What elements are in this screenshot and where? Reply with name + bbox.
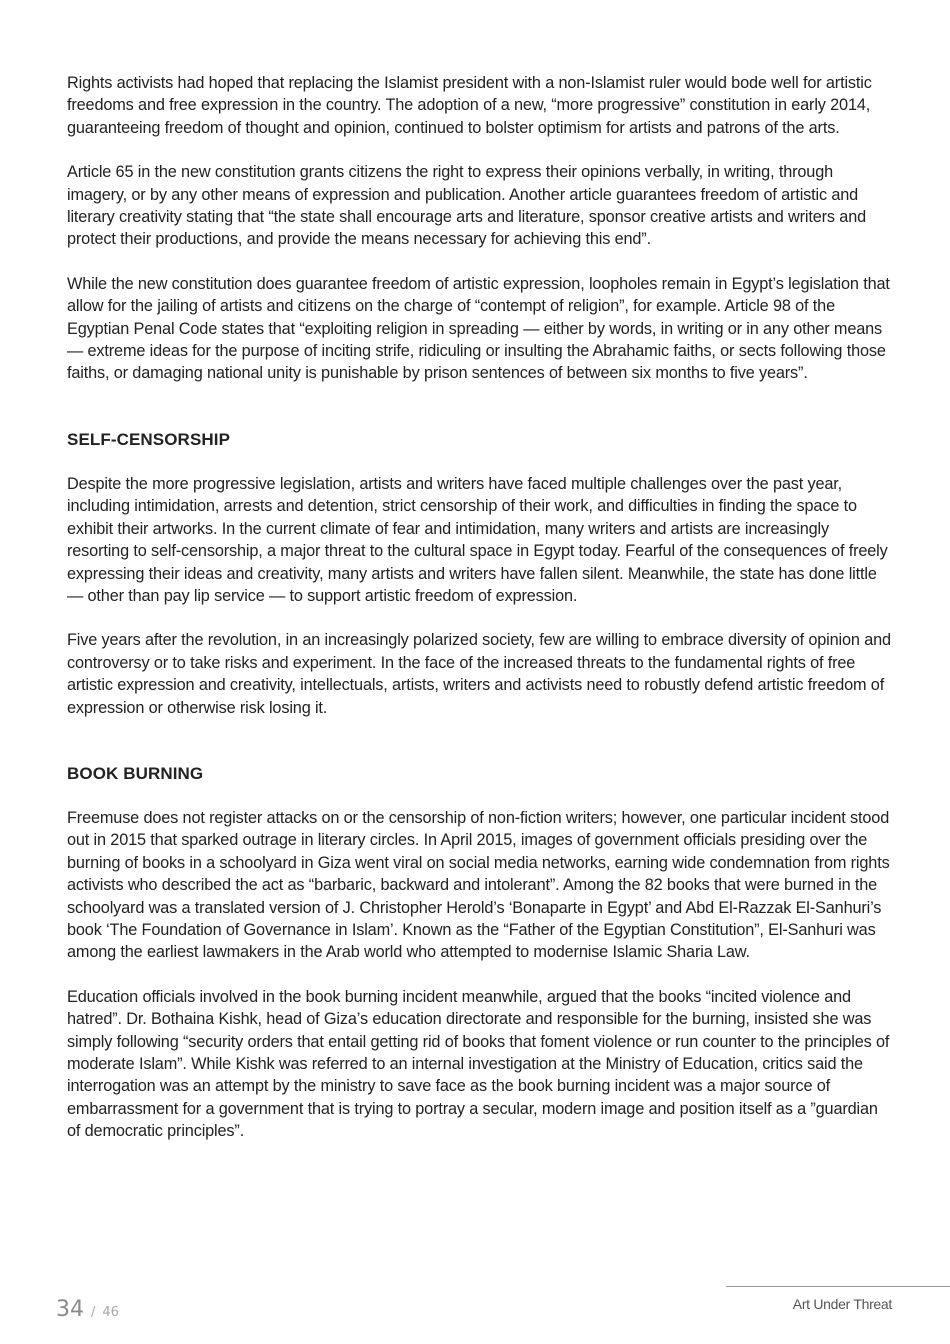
page-indicator [56,1296,119,1327]
section-heading-self-censorship: SELF-CENSORSHIP [67,429,231,449]
section-heading-book-burning: BOOK BURNING [67,763,204,783]
paragraph-polarized-society: Five years after the revolution, in an increasingly polarized society, few are willing to embrace diversity of opinion and controversy or to take risks and experiment. In the face of the increased threats to the fundamental rights of free artistic expression and creativity, intellectuals, artists, writers and activists need to robustly defend artistic freedom of expression or otherwise risk losing it. [67,631,891,717]
paragraph-self-censorship: Despite the more progressive legislation, artists and writers have faced multiple challenges over the past year, including intimidation, arrests and detention, strict censorship of their work, and difficulties in finding the space to exhibit their artworks. In the current climate of fear and intimidation, many writers and artists are increasingly resorting to self-censorship, a major threat to the cultural space in Egypt today. Fearful of the consequences of freely expressing their ideas and creativity, many artists and writers have fallen silent. Meanwhile, the state has done little — other than pay lip service — to support artistic freedom of expression. [67,474,888,605]
paragraph-education-officials: Education officials involved in the book burning incident meanwhile, argued that the books “incited violence and hatred”. Dr. Bothaina Kishk, head of Giza’s education directorate and responsible for the burning, insisted she was simply following “security orders that entail getting rid of books that foment violence or run counter to the principles of moderate Islam”. While Kishk was referred to an internal investigation at the Ministry of Education, critics said the interrogation was an attempt by the ministry to save face as the book burning incident was a major source of embarrassment for a government that is trying to portray a secular, modern image and position itself as a ”guardian of democratic principles”. [67,987,890,1141]
paragraph-loopholes: While the new constitution does guarantee freedom of artistic expression, loopholes remain in Egypt’s legislation that allow for the jailing of artists and citizens on the charge of “contempt of religion”, for example. Article 98 of the Egyptian Penal Code states that “exploiting religion in spreading — either by words, in writing or in any other means — extreme ideas for the purpose of inciting strife, ridiculing or insulting the Abrahamic faiths, or sects following those faiths, or damaging national unity is punishable by prison sentences of between six months to five years”. [67,274,890,383]
paragraph-constitution-hopes: Rights activists had hoped that replacing the Islamist president with a non-Islamist ruler would bode well for artistic freedoms and free expression in the country. The adoption of a new, “more progressive” constitution in early 2014, guaranteeing freedom of thought and opinion, continued to bolster optimism for artists and patrons of the arts. [67,74,872,137]
paragraph-book-burning-incident: Freemuse does not register attacks on or the censorship of non-fiction writers; however, one particular incident stood out in 2015 that sparked outrage in literary circles. In April 2015, images of government officials presiding over the burning of books in a schoolyard in Giza went viral on social media networks, earning wide condemnation from rights activists who described the act as “barbaric, backward and intolerant”. Among the 82 books that were burned in the schoolyard was a translated version of J. Christopher Herold’s ‘Bonaparte in Egypt’ and Abd El-Razzak El-Sanhuri’s book ‘The Foundation of Governance in Islam’. Known as the “Father of the Egyptian Constitution”, El-Sanhuri was among the earliest lawmakers in the Arab world who attempted to modernise Islamic Sharia Law. [67,808,890,962]
page-separator: / [91,1305,96,1320]
footer-divider [726,1286,950,1287]
publication-title: Art Under Threat [792,1296,892,1312]
total-pages: 46 [102,1305,119,1320]
page-number: 34 [56,1297,84,1322]
article-body [67,72,895,1165]
paragraph-article-65: Article 65 in the new constitution grants citizens the right to express their opinions verbally, in writing, through imagery, or by any other means of expression and publication. Another article guarantees freedom of artistic and literary creativity stating that “the state shall encourage arts and literature, sponsor creative artists and writers and protect their productions, and provide the means necessary for achieving this end”. [67,163,867,249]
